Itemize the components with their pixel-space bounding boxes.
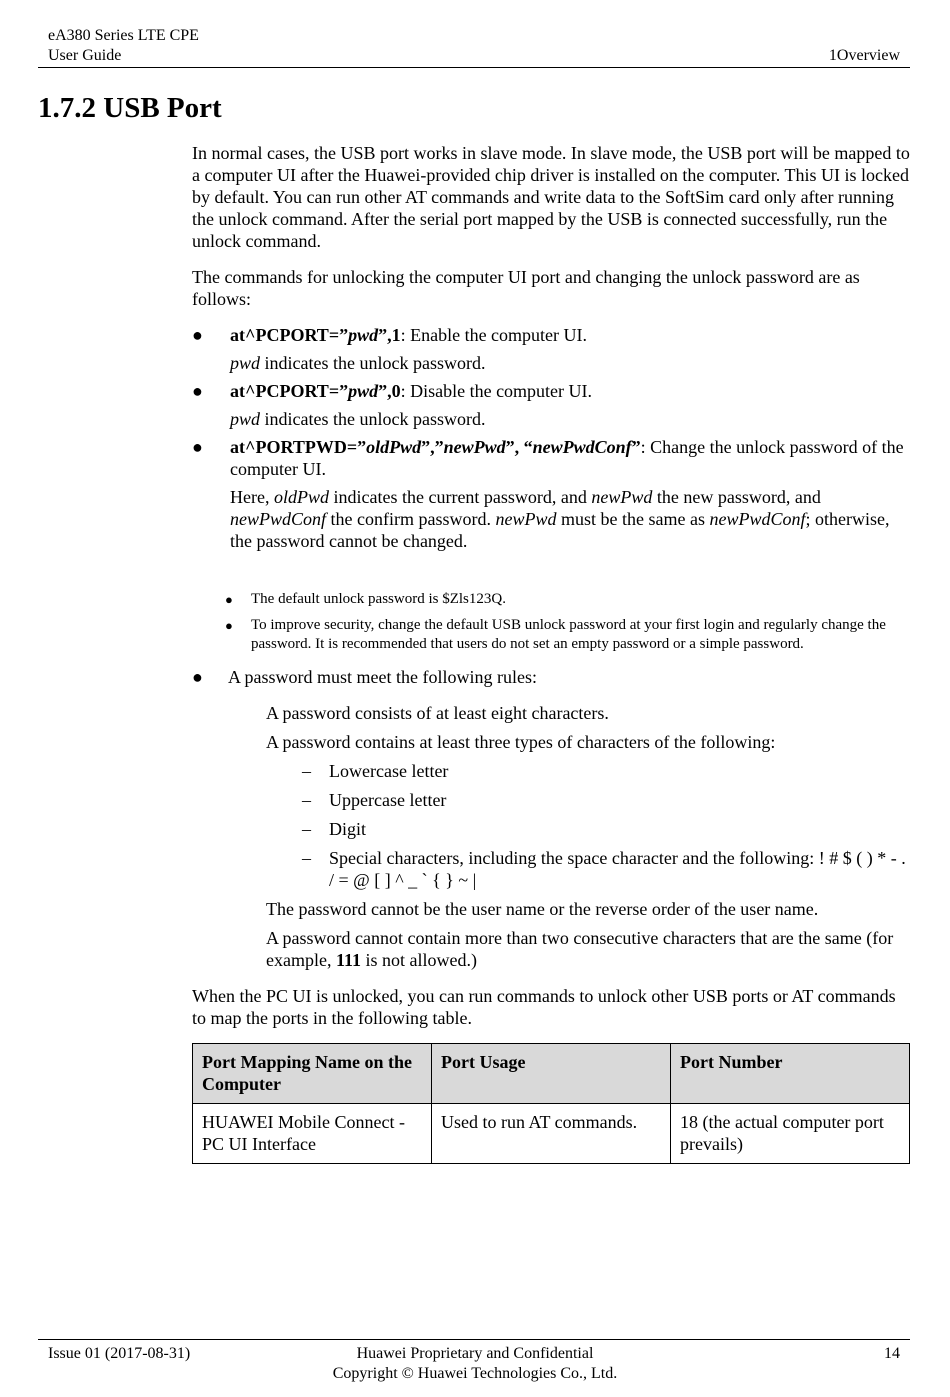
footer-copyright: Copyright © Huawei Technologies Co., Ltd. [332, 1365, 618, 1382]
column-header: Port Number [671, 1044, 910, 1104]
bullet-icon: ● [192, 381, 203, 401]
dash-icon: – [302, 761, 311, 781]
command-param: pwd indicates the unlock password. [230, 409, 486, 429]
bullet-icon: ● [225, 618, 233, 633]
header-left [48, 26, 199, 66]
note-item: ● The default unlock password is $Zls123Q. [225, 591, 506, 607]
header-chapter: 1Overview [828, 47, 900, 64]
command-explanation: Here, oldPwd indicates the current password, and newPwd the new password, and newPwdConf the confirm password. newPwd must be the same as newPwdConf; otherwise, the password cannot be changed. [230, 487, 890, 551]
char-type-item: – Lowercase letter [302, 761, 449, 781]
rule-item: A password cannot contain more than two consecutive characters that are the same (for example, 111 is not allowed.) [266, 928, 894, 970]
column-header: Port Mapping Name on the Computer [193, 1044, 432, 1104]
table-cell: 18 (the actual computer port prevails) [671, 1104, 910, 1164]
header-product: eA380 Series LTE CPE [48, 27, 199, 44]
header-doc-type: User Guide [48, 47, 122, 64]
command-desc: : Disable the computer UI. [400, 381, 593, 401]
header-divider [38, 67, 910, 68]
table-cell: HUAWEI Mobile Connect - PC UI Interface [193, 1104, 432, 1164]
command-desc: : Enable the computer UI. [400, 325, 588, 345]
command-text: at^PCPORT=”pwd”,1 [230, 325, 401, 345]
footer-center [0, 1344, 950, 1384]
command-param: pwd indicates the unlock password. [230, 353, 486, 373]
command-desc: : Change the unlock password of the computer UI. [230, 437, 904, 479]
bullet-icon: ● [225, 592, 233, 607]
dash-icon: – [302, 819, 311, 839]
command-item [192, 380, 910, 402]
dash-icon: – [302, 790, 311, 810]
commands-intro-paragraph: The commands for unlocking the computer UI port and changing the unlock password are as follows: [192, 267, 860, 309]
char-type-item: – Uppercase letter [302, 790, 447, 810]
footer-divider [38, 1339, 910, 1340]
rules-heading: ● A password must meet the following rules: [192, 667, 537, 687]
command-text: at^PORTPWD=”oldPwd”,”newPwd”, “newPwdConf” [230, 437, 641, 457]
rule-item: A password consists of at least eight characters. [266, 703, 609, 723]
note-item: ● To improve security, change the default USB unlock password at your first login and regularly change the password. It is recommended that users do not set an empty password or a simple password. [225, 617, 886, 652]
footer-confidential: Huawei Proprietary and Confidential [356, 1345, 594, 1362]
page-number: 14 [884, 1345, 900, 1362]
dash-icon: – [302, 848, 311, 868]
table-row [193, 1104, 910, 1164]
table-cell: Used to run AT commands. [432, 1104, 671, 1164]
bullet-icon: ● [192, 325, 203, 345]
intro-paragraph: In normal cases, the USB port works in slave mode. In slave mode, the USB port will be mapped to a computer UI after the Huawei-provided chip driver is installed on the computer. This UI is locked by default. You can run other AT commands and write data to the SoftSim card only after running the unlock command. After the serial port mapped by the USB is connected successfully, run the unlock command. [192, 143, 910, 251]
char-type-item: – Digit [302, 819, 367, 839]
rule-item: The password cannot be the user name or the reverse order of the user name. [266, 899, 819, 919]
table-header-row [193, 1044, 910, 1104]
bullet-icon: ● [192, 437, 203, 457]
port-mapping-table [192, 1043, 910, 1164]
note-box [192, 590, 910, 654]
table-intro-paragraph: When the PC UI is unlocked, you can run commands to unlock other USB ports or AT commands to map the ports in the following table. [192, 986, 896, 1028]
command-item [192, 324, 910, 346]
command-item [192, 436, 910, 480]
bullet-icon: ● [192, 667, 203, 687]
rule-item: A password contains at least three types of characters of the following: [266, 732, 776, 752]
command-text: at^PCPORT=”pwd”,0 [230, 381, 401, 401]
section-title: 1.7.2 USB Port [38, 92, 222, 124]
section-body [192, 142, 910, 1164]
column-header: Port Usage [432, 1044, 671, 1104]
char-type-item: – Special characters, including the space character and the following: ! # $ ( ) * - . / = @ [ ] ^ _ ` { } ~ | [302, 848, 906, 890]
footer-issue: Issue 01 (2017-08-31) [48, 1345, 191, 1362]
